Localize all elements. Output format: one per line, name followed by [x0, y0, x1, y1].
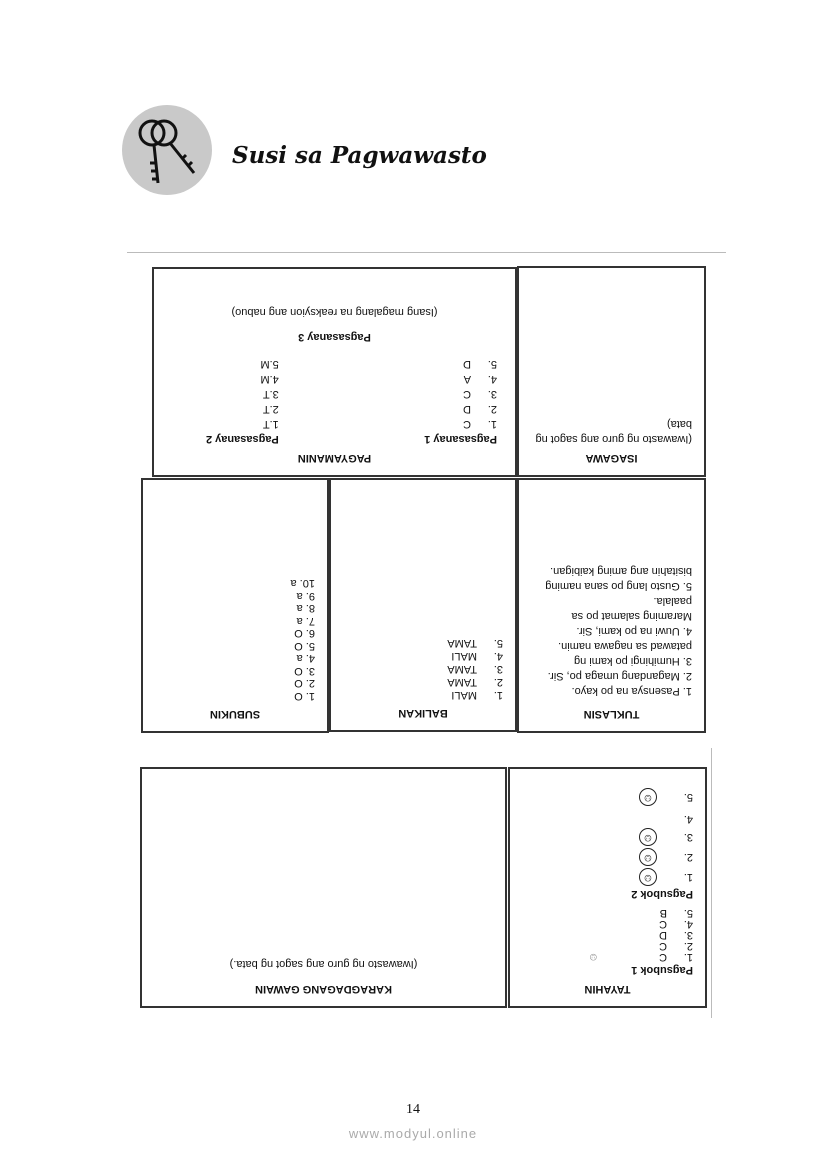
list-item [531, 668, 692, 683]
box-title: TUKLASIN [583, 708, 640, 720]
list-item [531, 608, 692, 623]
item-text: 3.T [262, 388, 279, 400]
list-item [343, 688, 503, 701]
list-item [522, 907, 693, 918]
list-item [522, 826, 693, 846]
list-item [206, 401, 279, 416]
item-text: 6. O [294, 627, 315, 640]
list-item [343, 649, 503, 662]
item-number: 2. [683, 851, 693, 864]
list-item [155, 627, 315, 640]
box-tayahin [508, 767, 707, 1008]
item-number: 2. [683, 940, 693, 952]
list-item [155, 615, 315, 628]
item-number: 1. [683, 871, 693, 884]
smiley-icon: ☺ [639, 788, 657, 806]
item-number: 4. [487, 373, 497, 385]
box-title: TAYAHIN [584, 983, 631, 995]
item-text: D [659, 929, 667, 941]
item-text: TAMA [447, 637, 477, 649]
item-number: 3. [493, 663, 503, 675]
item-text: 2. Magandang umaga po, Sir. [547, 670, 692, 682]
list-item [522, 929, 693, 940]
list-item [155, 590, 315, 603]
list-item [424, 356, 497, 371]
list-item [522, 940, 693, 951]
list-item [522, 806, 693, 826]
list-item [531, 638, 692, 653]
box-title: BALIKAN [398, 707, 448, 719]
item-text: 5. Gusto lang po sana naming [545, 580, 692, 592]
item-number: 4. [683, 918, 693, 930]
subtitle: Pagsasanay 3 [298, 331, 371, 343]
item-text: C [659, 918, 667, 930]
list-item [531, 683, 692, 698]
item-number: 3. [683, 929, 693, 941]
item-number: 1. [493, 689, 503, 701]
list-item [522, 866, 693, 886]
item-number: 1. [683, 951, 693, 963]
subtitle: Pagsubok 1 [631, 964, 693, 976]
list-item [155, 665, 315, 678]
page-number: 14 [406, 1102, 420, 1117]
item-number: 1. [487, 418, 497, 430]
item-text: Maraming salamat po sa [571, 610, 692, 622]
list-item [531, 578, 692, 593]
item-text: C [659, 951, 667, 963]
divider [127, 252, 726, 253]
answer-list [531, 563, 692, 698]
item-number: 3. [683, 831, 693, 844]
list-item [531, 623, 692, 638]
box-isagawa [517, 266, 706, 477]
answer-list [522, 907, 693, 962]
item-text: MALI [451, 689, 477, 701]
list-item [155, 602, 315, 615]
list-item [424, 386, 497, 401]
item-number: 5. [683, 791, 693, 804]
answer-list [424, 356, 497, 431]
note: (Isang magalang na reaksyion ang nabuo) [231, 306, 438, 318]
box-title: ISAGAWA [585, 452, 638, 464]
list-item [531, 593, 692, 608]
watermark: www.modyul.online [348, 1126, 478, 1141]
list-item [343, 675, 503, 688]
item-text: A [463, 373, 471, 385]
item-text: 3. O [294, 665, 315, 677]
item-text: TAMA [447, 663, 477, 675]
item-text: 3. Humihingi po kami ng [573, 655, 692, 667]
item-text: 7. a [296, 615, 315, 627]
list-item [531, 653, 692, 668]
answer-list [206, 356, 279, 431]
list-item [531, 563, 692, 578]
item-text: 9. a [296, 590, 315, 602]
item-text: 4. Uuwi na po kami, Sir. [576, 625, 692, 637]
list-item [206, 416, 279, 431]
item-text: TAMA [447, 676, 477, 688]
list-item [206, 356, 279, 371]
item-text: C [463, 388, 471, 400]
answer-list [522, 786, 693, 886]
item-text: B [659, 907, 667, 919]
list-item [424, 371, 497, 386]
item-number: 3. [487, 388, 497, 400]
item-number: 2. [493, 676, 503, 688]
list-item [424, 401, 497, 416]
box-subukin [141, 478, 329, 733]
item-text: C [463, 418, 471, 430]
item-text: 2. O [294, 677, 315, 690]
answer-list [155, 577, 315, 702]
item-text: D [463, 403, 471, 415]
subtitle: Pagsasanay 2 [206, 433, 279, 445]
keys-icon [122, 105, 212, 195]
item-text: bisitahin ang aming kaibigan. [550, 565, 692, 577]
list-item [522, 846, 693, 866]
box-pagyamanin [152, 267, 517, 477]
list-item [424, 416, 497, 431]
item-text: 8. a [296, 602, 315, 615]
item-number: 4. [683, 813, 693, 825]
item-text: 4. a [296, 652, 315, 665]
box-karagdagang-gawain [140, 767, 507, 1008]
smiley-icon: ☺ [639, 828, 657, 846]
box-balikan [329, 478, 517, 732]
item-text: D [463, 358, 471, 370]
note: (Iwawasto ng guro ang sagot ng bata.) [229, 958, 418, 970]
list-item [155, 677, 315, 690]
item-text: 10. a [290, 577, 315, 590]
item-text: C [659, 940, 667, 952]
item-number: 4. [493, 650, 503, 662]
item-number: 5. [493, 637, 503, 649]
list-item [522, 918, 693, 929]
list-item [522, 951, 693, 962]
box-title: PAGYAMANIN [297, 452, 372, 464]
list-item [155, 690, 315, 703]
item-text: 5.M [260, 358, 279, 370]
list-item [343, 662, 503, 675]
item-text: 5. O [294, 640, 315, 652]
item-text: 1.T [262, 418, 279, 430]
smiley-icon: ☺ [639, 848, 657, 866]
box-title: KARAGDAGANG GAWAIN [255, 983, 392, 995]
smiley-icon: ☺ [639, 868, 657, 886]
list-item [206, 386, 279, 401]
smiley-icon: ☺ [587, 951, 600, 963]
item-text: paalala. [653, 595, 692, 607]
subtitle: Pagsasanay 1 [424, 433, 497, 445]
answer-list [343, 636, 503, 701]
item-text: MALI [451, 650, 477, 662]
subtitle: Pagsubok 2 [631, 888, 693, 900]
item-text: 1. Pasensya na po kayo. [571, 685, 692, 697]
item-text: 4.M [260, 373, 279, 385]
box-tuklasin [517, 478, 706, 733]
list-item [155, 640, 315, 653]
list-item [155, 577, 315, 590]
page-title: Susi sa Pagwawasto [232, 142, 487, 169]
list-item [206, 371, 279, 386]
item-text: 2.T [262, 403, 279, 415]
item-number: 5. [487, 358, 497, 370]
list-item [522, 786, 693, 806]
note: (Iwawasto ng guro ang sagot ng bata) [535, 418, 692, 445]
divider [711, 748, 712, 1018]
item-number: 2. [487, 403, 497, 415]
list-item [155, 652, 315, 665]
item-number: 5. [683, 907, 693, 919]
list-item [343, 636, 503, 649]
item-text: 1. O [294, 690, 315, 702]
item-text: patawad sa nagawa namin. [558, 640, 692, 652]
box-title: SUBUKIN [209, 708, 261, 720]
